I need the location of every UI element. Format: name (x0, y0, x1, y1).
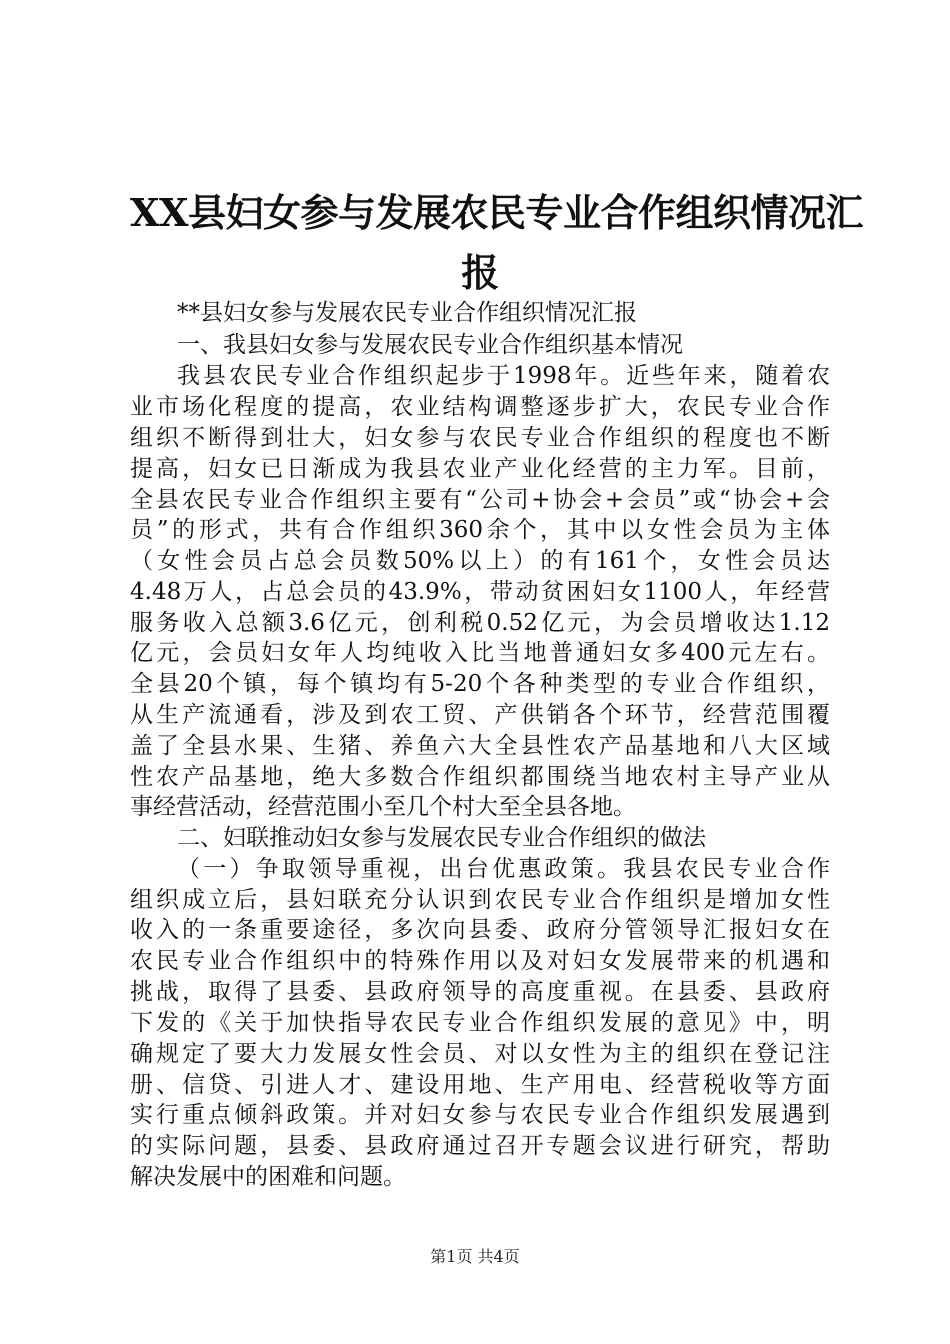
paragraph-line: （一）争取领导重视，出台优惠政策。我县农民专业合作 (177, 856, 830, 882)
paragraph-line: 农民专业合作组织中的特殊作用以及对妇女发展带来的机遇和 (130, 948, 830, 974)
paragraph-line: 性农产品基地，绝大多数合作组织都围绕当地农村主导产业从 (130, 764, 830, 790)
paragraph-line: 亿元，会员妇女年人均纯收入比当地普通妇女多400元左右。 (130, 640, 830, 666)
paragraph-line: 我县农民专业合作组织起步于1998年。近些年来，随着农 (177, 363, 830, 389)
page-number-footer: 第1页 共4页 (430, 1247, 520, 1266)
section-heading-2: 二、妇联推动妇女参与发展农民专业合作组织的做法 (177, 825, 706, 851)
document-title-line-1: XX县妇女参与发展农民专业合作组织情况汇 (130, 190, 863, 235)
paragraph-line: 4.48万人，占总会员的43.9%，带动贫困妇女1100人，年经营 (130, 579, 830, 605)
document-title-line-2: 报 (461, 250, 499, 295)
paragraph-line: 员”的形式，共有合作组织360余个，其中以女性会员为主体 (130, 517, 830, 543)
paragraph-line: 解决发展中的困难和问题。 (130, 1164, 406, 1190)
paragraph-line: 的实际问题，县委、县政府通过召开专题会议进行研究，帮助 (130, 1133, 830, 1159)
paragraph-line: 事经营活动，经营范围小至几个村大至全县各地。 (130, 794, 636, 820)
paragraph-line: 下发的《关于加快指导农民专业合作组织发展的意见》中，明 (130, 1010, 830, 1036)
subtitle-line: **县妇女参与发展农民专业合作组织情况汇报 (177, 300, 637, 326)
paragraph-line: （女性会员占总会员数50%以上）的有161个，女性会员达 (130, 548, 830, 574)
section-heading-1: 一、我县妇女参与发展农民专业合作组织基本情况 (177, 332, 683, 358)
paragraph-line: 盖了全县水果、生猪、养鱼六大全县性农产品基地和八大区域 (130, 733, 830, 759)
paragraph-line: 服务收入总额3.6亿元，创利税0.52亿元，为会员增收达1.12 (130, 610, 830, 636)
paragraph-line: 确规定了要大力发展女性会员、对以女性为主的组织在登记注 (130, 1041, 830, 1067)
paragraph-line: 全县农民专业合作组织主要有“公司+协会+会员”或“协会+会 (130, 487, 830, 513)
paragraph-line: 收入的一条重要途径，多次向县委、政府分管领导汇报妇女在 (130, 917, 830, 943)
paragraph-line: 组织成立后，县妇联充分认识到农民专业合作组织是增加女性 (130, 887, 830, 913)
paragraph-line: 册、信贷、引进人才、建设用地、生产用电、经营税收等方面 (130, 1072, 830, 1098)
paragraph-line: 组织不断得到壮大，妇女参与农民专业合作组织的程度也不断 (130, 425, 830, 451)
paragraph-line: 挑战，取得了县委、县政府领导的高度重视。在县委、县政府 (130, 979, 830, 1005)
paragraph-line: 业市场化程度的提高，农业结构调整逐步扩大，农民专业合作 (130, 394, 830, 420)
paragraph-line: 实行重点倾斜政策。并对妇女参与农民专业合作组织发展遇到 (130, 1102, 830, 1128)
paragraph-line: 从生产流通看，涉及到农工贸、产供销各个环节，经营范围覆 (130, 702, 830, 728)
paragraph-line: 全县20个镇，每个镇均有5-20个各种类型的专业合作组织， (130, 671, 830, 697)
paragraph-line: 提高，妇女已日渐成为我县农业产业化经营的主力军。目前， (130, 456, 830, 482)
